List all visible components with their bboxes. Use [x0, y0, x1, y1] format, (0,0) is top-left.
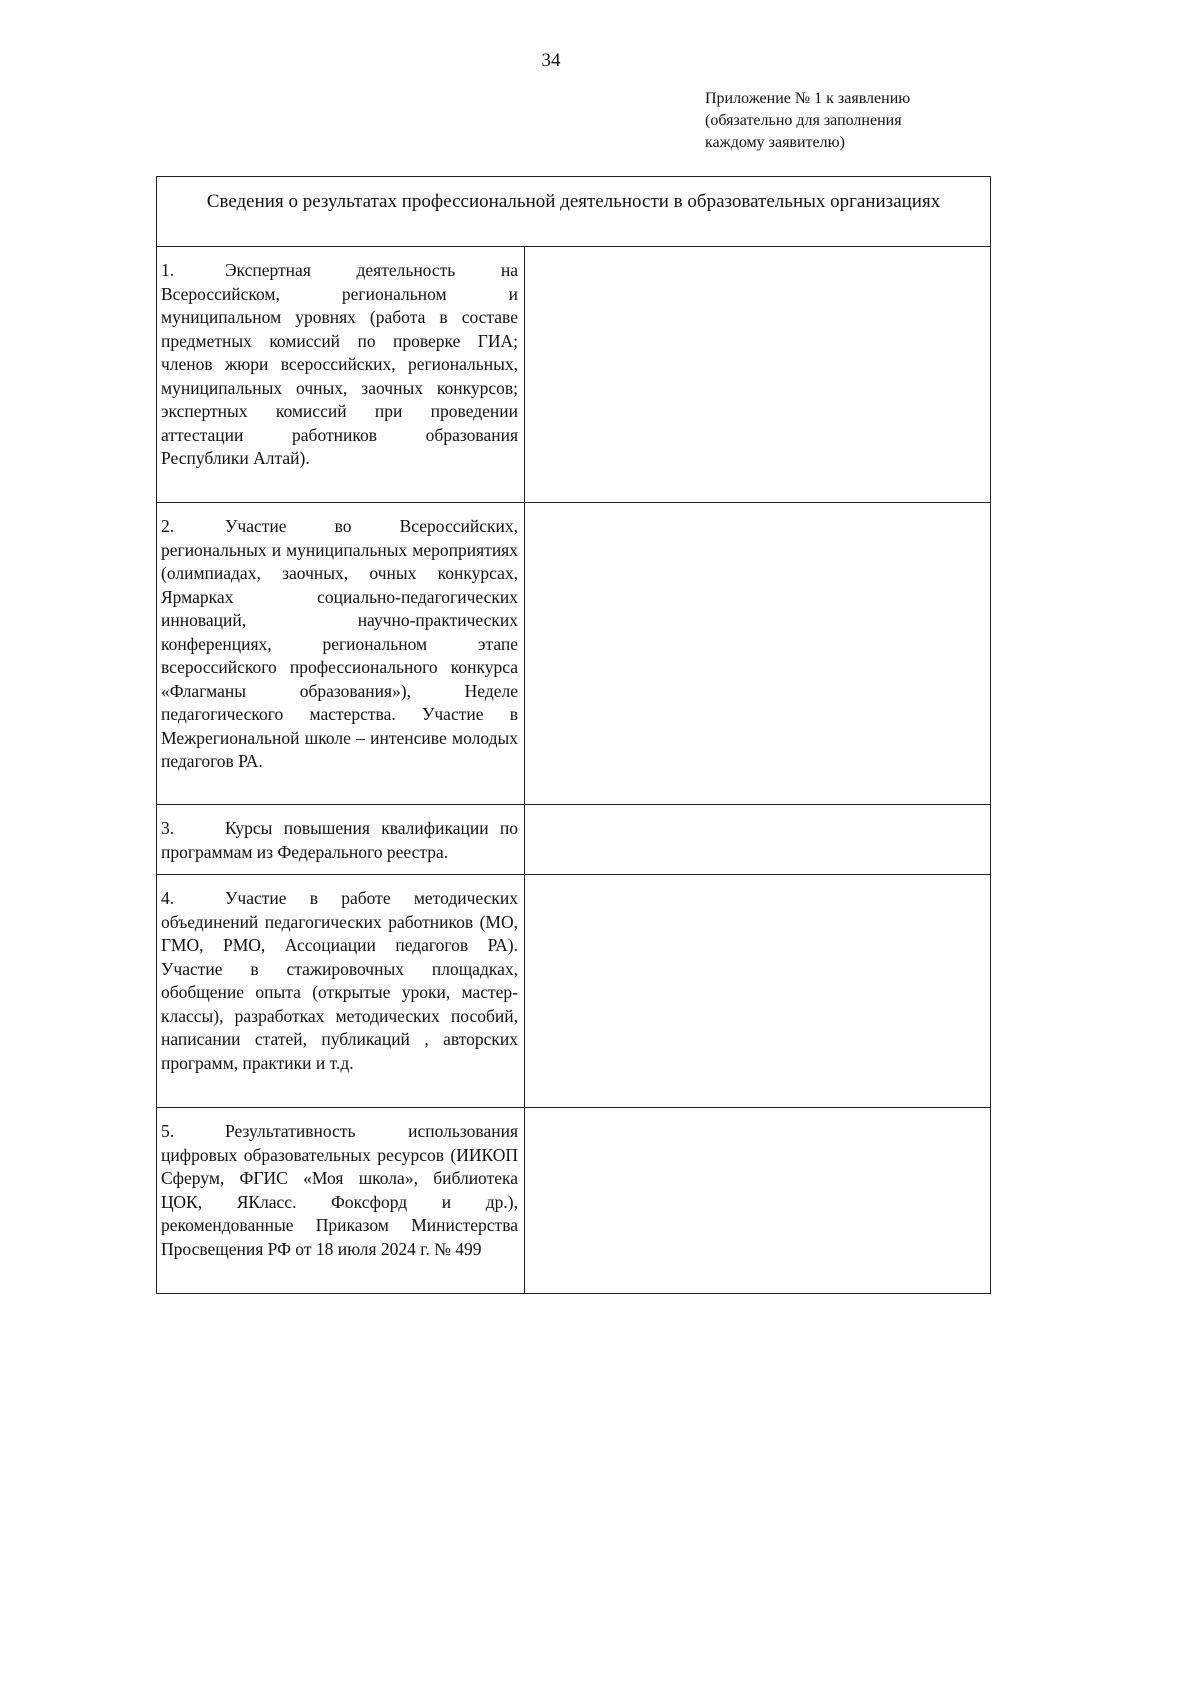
criterion-number: 1.	[161, 260, 175, 280]
criterion-cell	[157, 503, 525, 805]
criterion-text: Участие в работе методических объединений педагогических работников (МО, ГМО, РМО, Ассоциации педагогов РА). Участие в стажировочных площадках, обобщение опыта (открытые уроки, мастер-классы), разработках методических пособий, написании статей, публикаций , авторских программ, практики и т.д.	[161, 888, 518, 1073]
table-row	[157, 1108, 991, 1294]
criterion-number: 2.	[161, 516, 175, 536]
appendix-note-line: каждому заявителю)	[705, 134, 845, 151]
criterion-text: Курсы повышения квалификации по программам из Федерального реестра.	[161, 818, 518, 862]
value-cell[interactable]	[525, 503, 991, 805]
appendix-note-line: (обязательно для заполнения	[705, 112, 902, 129]
value-cell[interactable]	[525, 247, 991, 503]
criterion-cell	[157, 1108, 525, 1294]
criterion-text: Результативность использования цифровых образовательных ресурсов (ИИКОП Сферум, ФГИС «Моя школа», библиотека ЦОК, ЯКласс. Фоксфорд и др.), рекомендованные Приказом Министерства Просвещения РФ от 18 июля 2024 г. № 499	[161, 1121, 518, 1259]
appendix-note	[705, 88, 910, 154]
results-table	[156, 176, 991, 1294]
criterion-cell	[157, 805, 525, 875]
criterion-number: 4.	[161, 888, 175, 908]
criterion-number: 3.	[161, 818, 175, 838]
value-cell[interactable]	[525, 1108, 991, 1294]
table-row	[157, 805, 991, 875]
criterion-text: Экспертная деятельность на Всероссийском, региональном и муниципальном уровнях (работа в составе предметных комиссий по проверке ГИА; членов жюри всероссийских, региональных, муниципальных очных, заочных конкурсов; экспертных комиссий при проведении аттестации работников образования Республики Алтай).	[161, 260, 518, 468]
criterion-number: 5.	[161, 1121, 175, 1141]
value-cell[interactable]	[525, 805, 991, 875]
table-row	[157, 503, 991, 805]
table-title: Сведения о результатах профессиональной деятельности в образовательных организациях	[157, 177, 991, 247]
table-row	[157, 875, 991, 1108]
table-header-row	[157, 177, 991, 247]
criterion-cell	[157, 875, 525, 1108]
criterion-text: Участие во Всероссийских, региональных и муниципальных мероприятиях (олимпиадах, заочных, очных конкурсах, Ярмарках социально-педагогических инноваций, научно-практических конференциях, региональном этапе всероссийского профессионального конкурса «Флагманы образования»), Неделе педагогического мастерства. Участие в Межрегиональной школе – интенсиве молодых педагогов РА.	[161, 516, 518, 771]
criterion-cell	[157, 247, 525, 503]
appendix-note-line: Приложение № 1 к заявлению	[705, 90, 911, 107]
page-number: 34	[541, 50, 561, 71]
table-row	[157, 247, 991, 503]
value-cell[interactable]	[525, 875, 991, 1108]
